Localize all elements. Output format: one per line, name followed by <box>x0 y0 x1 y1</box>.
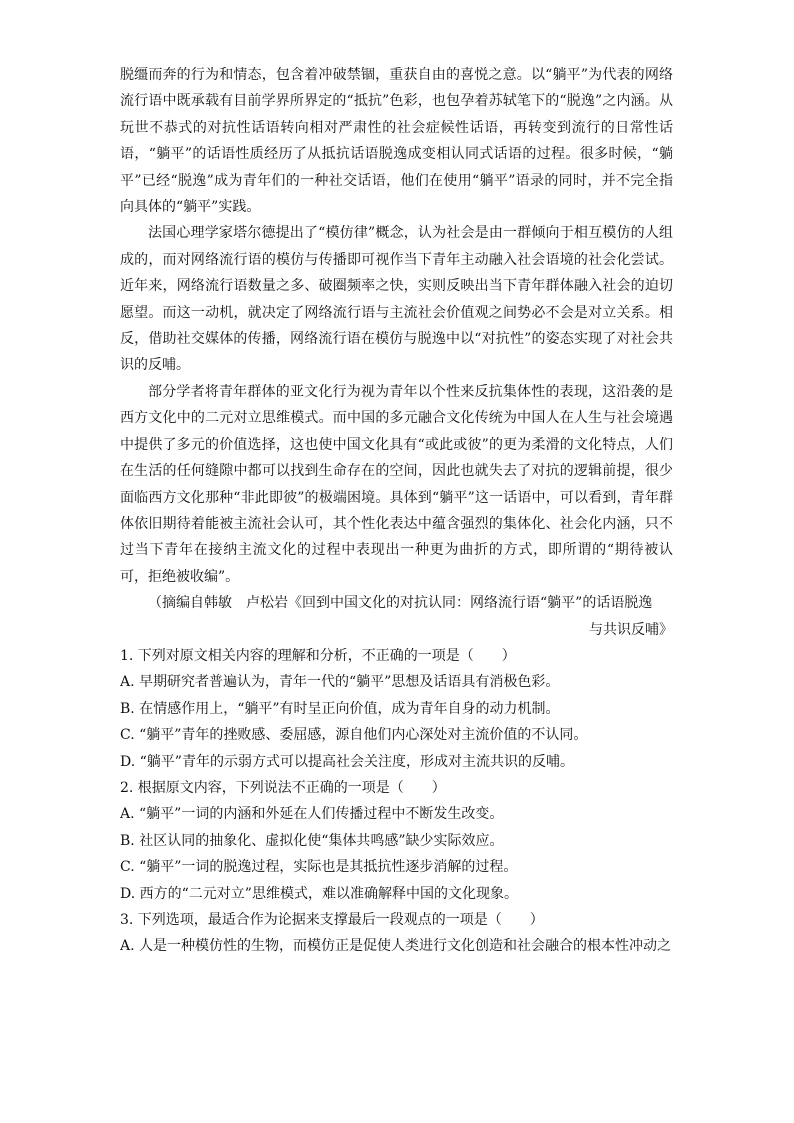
question-1 <box>120 643 673 775</box>
source-citation-line-2: 与共识反哺》 <box>589 621 673 638</box>
option-c: C. “躺平”一词的脱逸过程，实际也是其抵抗性逐步消解的过程。 <box>120 859 518 876</box>
question-2 <box>120 775 673 907</box>
question-stem: 3. 下列选项，最适合作为论据来支撑最后一段观点的一项是（ ） <box>120 912 544 928</box>
document-page <box>120 62 673 960</box>
option-a: A. 早期研究者普遍认为，青年一代的“躺平”思想及话语具有消极色彩。 <box>120 674 560 691</box>
option-d: D. 西方的“二元对立”思维模式，难以准确解释中国的文化现象。 <box>120 885 518 902</box>
option-b: B. 在情感作用上，“躺平”有时呈正向价值，成为青年自身的动力机制。 <box>120 700 560 717</box>
article-paragraph-2: 法国心理学家塔尔德提出了“模仿律”概念，认为社会是由一群倾向于相互模仿的人组成的，而对网络流行语的模仿与传播即可视作当下青年主动融入社会语境的社会化尝试。近年来，网络流行语数量之多、破圈频率之快，实则反映出当下青年群体融入社会的迫切愿望。而这一动机，就决定了网络流行语与主流社会价值观之间势必不会是对立关系。相反，借助社交媒体的传播，网络流行语在模仿与脱逸中以“对抗性”的姿态实现了对社会共识的反哺。 <box>120 225 673 374</box>
question-3 <box>120 907 673 960</box>
source-citation-line-1: （摘编自韩敏 卢松岩《回到中国文化的对抗认同：网络流行语“躺平”的话语脱逸 <box>148 595 653 612</box>
question-stem: 1. 下列对原文相关内容的理解和分析，不正确的一项是（ ） <box>120 647 516 664</box>
option-a: A. 人是一种模仿性的生物，而模仿正是促使人类进行文化创造和社会融合的根本性冲动之 <box>120 938 672 955</box>
article-paragraph-1: 脱缰而奔的行为和情态，包含着冲破禁锢，重获自由的喜悦之意。以“躺平”为代表的网络流行语中既承载有目前学界所界定的“抵抗”色彩，也包孕着苏轼笔下的“脱逸”之内涵。从玩世不恭式的对抗性话语转向相对严肃性的社会症候性话语，再转变到流行的日常性话语，“躺平”的话语性质经历了从抵抗话语脱逸成变相认同式话语的过程。很多时候，“躺平”已经“脱逸”成为青年们的一种社交话语，他们在使用“躺平”语录的同时，并不完全指向具体的“躺平”实践。 <box>120 67 673 216</box>
option-a: A. “躺平”一词的内涵和外延在人们传播过程中不断发生改变。 <box>120 806 504 823</box>
option-d: D. “躺平”青年的示弱方式可以提高社会关注度，形成对主流共识的反哺。 <box>120 753 574 770</box>
question-stem: 2. 根据原文内容，下列说法不正确的一项是（ ） <box>120 779 446 796</box>
source-citation <box>120 590 673 643</box>
article-paragraph-3: 部分学者将青年群体的亚文化行为视为青年以个性来反抗集体性的表现，这沿袭的是西方文化中的二元对立思维模式。而中国的多元融合文化传统为中国人在人生与社会境遇中提供了多元的价值选择，这也使中国文化具有“或此或彼”的更为柔滑的文化特点，人们在生活的任何缝隙中都可以找到生命存在的空间，因此也就失去了对抗的逻辑前提，很少面临西方文化那种“非此即彼”的极端困境。具体到“躺平”这一话语中，可以看到，青年群体依旧期待着能被主流社会认可，其个性化表达中蕴含强烈的集体化、社会化内涵，只不过当下青年在接纳主流文化的过程中表现出一种更为曲折的方式，即所谓的“期待被认可，拒绝被收编”。 <box>120 383 673 585</box>
option-b: B. 社区认同的抽象化、虚拟化使“集体共鸣感”缺少实际效应。 <box>120 832 504 849</box>
option-c: C. “躺平”青年的挫败感、委屈感，源自他们内心深处对主流价值的不认同。 <box>120 727 588 744</box>
